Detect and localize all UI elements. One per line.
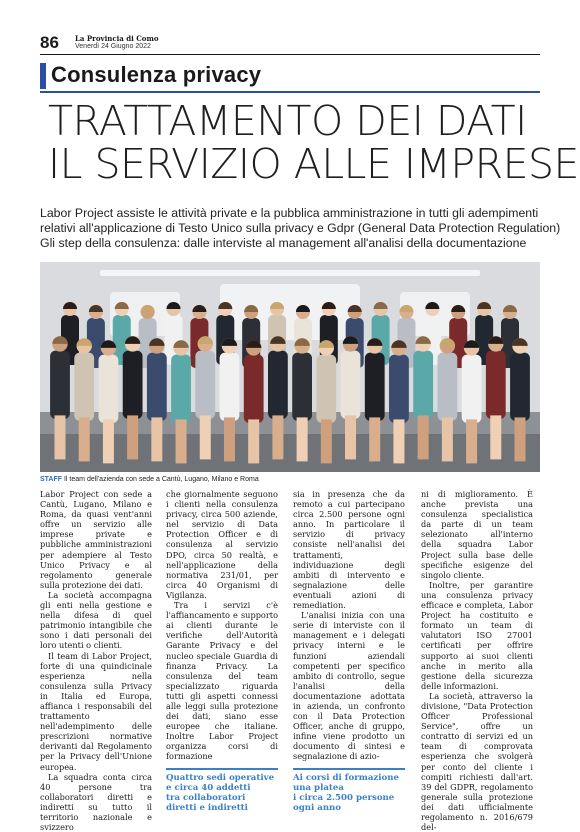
- section-rule: [40, 91, 540, 93]
- pull-quote-line: e circa 40 addetti: [166, 782, 251, 793]
- column-4: [421, 489, 533, 832]
- column-1: [40, 489, 152, 832]
- paragraph: ni di miglioramento. È anche prevista una consulenza specialistica da parte di un team selezionato all'interno della squadra Labor Project sulla base delle specifiche esigenze del singolo cliente.: [421, 489, 533, 580]
- pull-quote-line: Quattro sedi operative: [166, 772, 275, 783]
- subhead-line-2: relativi all'applicazione di Testo Unico sulla privacy e Gdpr (General Data Protection Regulation): [40, 221, 561, 235]
- section-accent-bar: [40, 63, 46, 89]
- pull-quote-line: tra collaboratori: [166, 792, 246, 803]
- pull-quote-line: i circa 2.500 persone: [293, 792, 395, 803]
- team-photo-illustration: [40, 262, 540, 472]
- photo-caption: [40, 476, 259, 483]
- page-number: 86: [40, 33, 59, 52]
- masthead: [75, 35, 159, 51]
- subhead-line-3: Gli step della consulenza: dalle interviste al management all'analisi della documentazione: [40, 236, 527, 250]
- column-3: [293, 489, 405, 813]
- paragraph: Tra i servizi c'è l'affiancamento e supporto ai clienti durante le verifiche dell'Autorità Garante Privacy e del nucleo speciale Guardia di finanza Privacy. La consulenza del team specializzato riguarda tutti gli aspetti connessi alle leggi sulla protezione dei dati, siano esse europee che italiane. Inoltre Labor Project organizza corsi di formazione: [166, 600, 278, 762]
- pull-quote-line: una platea: [293, 782, 344, 793]
- paragraph: Inoltre, per garantire una consulenza privacy efficace e completa, Labor Project ha costituito e formato un team di valutatori ISO 27001 certificati per offrire supporto ai suoi clienti anche in merito alla gestione della sicurezza delle informazioni.: [421, 579, 533, 691]
- caption-tag: STAFF: [40, 476, 63, 483]
- paragraph: La squadra conta circa 40 persone tra collaboratori diretti e indiretti su tutto il territorio nazionale e svizzero: [40, 771, 152, 832]
- team-photo: [40, 262, 540, 472]
- headline: [48, 97, 579, 188]
- column-2: [166, 489, 278, 813]
- issue-date: Venerdì 24 Giugno 2022: [75, 43, 151, 50]
- headline-line-1: TRATTAMENTO DEI DATI: [48, 97, 527, 145]
- caption-text: Il team dell'azienda con sede a Cantù, Lugano, Milano e Roma: [62, 476, 259, 483]
- paragraph: La società, attraverso la divisione, "Data Protection Officer Professional Service", offre un contratto di servizi ed un team di comprovata esperienza che svolgerà per conto del cliente i compiti richiesti dall'art. 39 del GDPR, regolamento generale sulla protezione dei dati ufficialmente regolamento n. 2016/679 del-: [421, 690, 533, 832]
- pull-quote-line: diretti e indiretti: [166, 803, 248, 814]
- paragraph: L'analisi inizia con una serie di interviste con il management e i delegati privacy interni e le funzioni aziendali competenti per specifico ambito di controllo, segue l'analisi della documentazione adottata in azienda, un confronto con il Data Protection Officer, anche di gruppo, infine viene prodotto un documento di sintesi e segnalazione di azio-: [293, 610, 405, 762]
- paragraph: Labor Project con sede a Cantù, Lugano, Milano e Roma, da quasi vent'anni offre un servizio alle imprese private e pubbliche amministrazioni per adempiere al Testo Unico Privacy e al regolamento generale sulla protezione dei dati.: [40, 489, 152, 590]
- pull-quote-line: ogni anno: [293, 803, 342, 814]
- subhead-line-1: Labor Project assiste le attività private e la pubblica amministrazione in tutti gli adempimenti: [40, 206, 539, 220]
- pull-quote-line: Ai corsi di formazione: [293, 772, 399, 783]
- pull-quote: [293, 768, 405, 814]
- paragraph: che giornalmente seguono i clienti nella consulenza privacy, circa 500 aziende, nel servizio di Data Protection Officer e di consulenza al servizio DPO, circa 50 realtà, e nell'applicazione della normativa 231/01, per circa 40 Organismi di Vigilanza.: [166, 489, 278, 600]
- headline-line-2: IL SERVIZIO ALLE IMPRESE: [48, 140, 579, 188]
- pull-quote: [166, 768, 278, 814]
- subheadline: [40, 206, 561, 251]
- top-rule: [40, 54, 540, 55]
- article-body: [40, 489, 540, 832]
- section-title: Consulenza privacy: [51, 62, 262, 87]
- paragraph: La società accompagna gli enti nella gestione e nella difesa di quel patrimonio intangibile che sono i dati personali dei loro utenti o clienti.: [40, 589, 152, 651]
- newspaper-name: La Provincia di Como: [75, 34, 159, 43]
- paragraph: sia in presenza che da remoto a cui partecipano circa 2.500 persone ogni anno. In particolare il servizio di privacy consiste nell'analisi dei trattamenti, individuazione degli ambiti di intervento e segnalazione delle eventuali azioni di remediation.: [293, 489, 405, 611]
- paragraph: Il team di Labor Project, forte di una quindicinale esperienza nella consulenza sulla Privacy in Italia ed Europa, affianca i responsabili del trattamento nell'adempimento delle prescrizioni normative derivanti dal Regolamento per la Privacy dell'Unione europea.: [40, 650, 152, 772]
